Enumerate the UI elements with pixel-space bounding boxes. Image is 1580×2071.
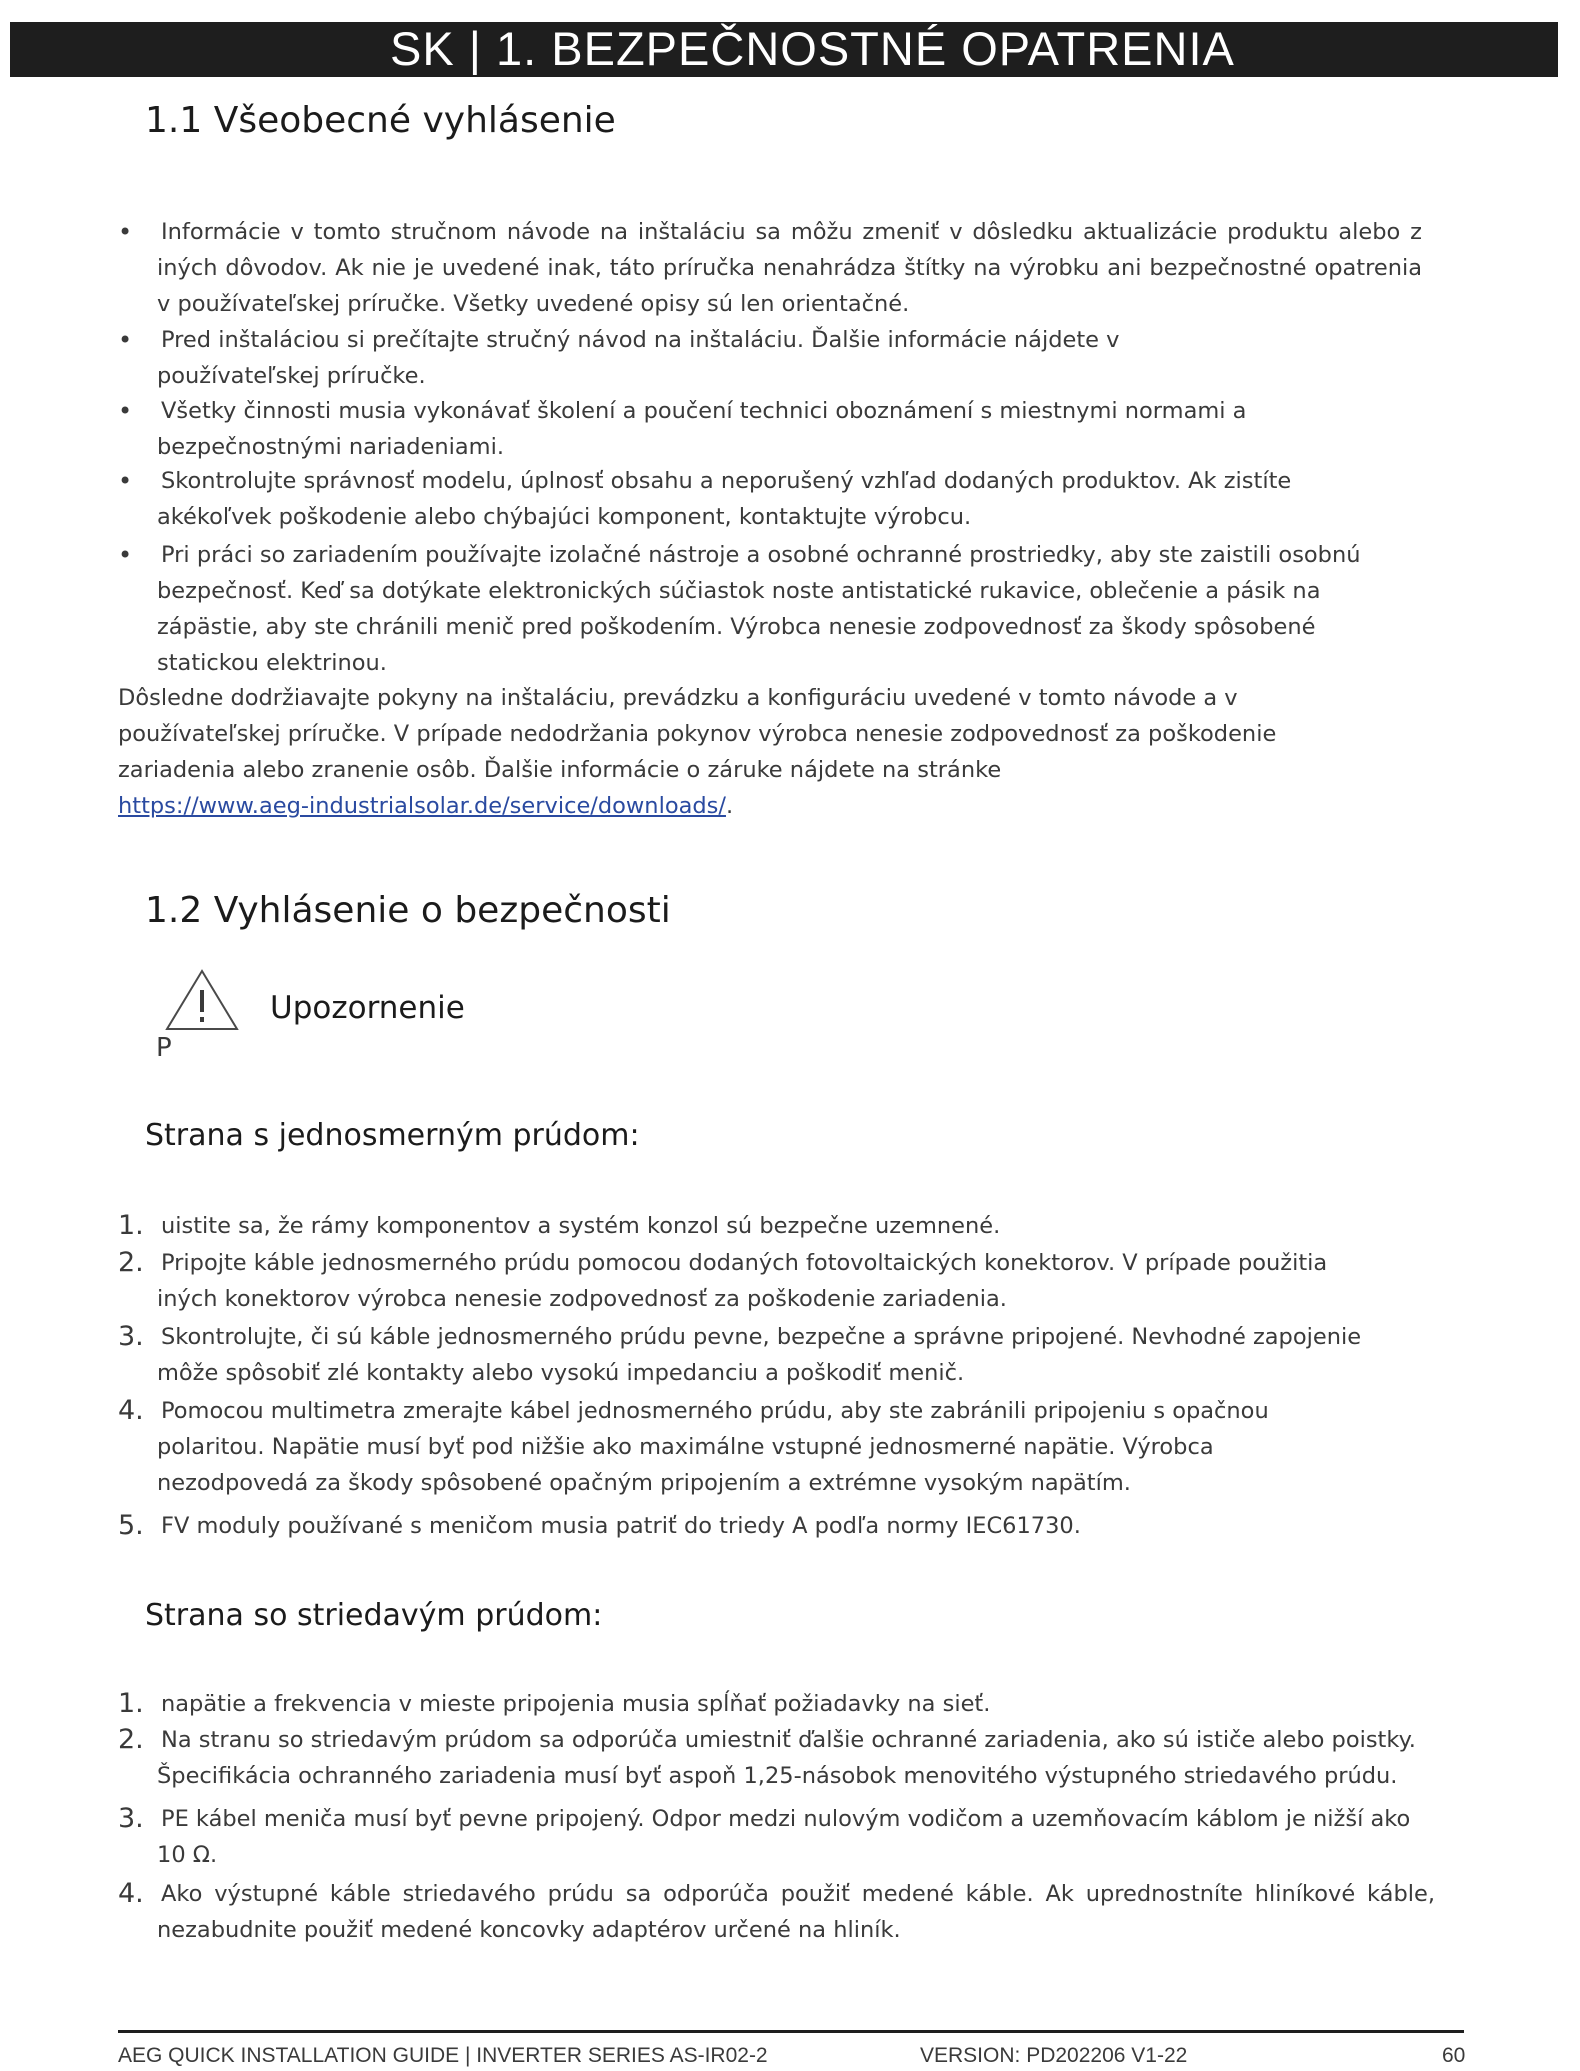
page-number: 60	[1442, 2044, 1466, 2067]
item-number: 3.	[118, 1803, 144, 1834]
item-number: 1.	[118, 1210, 144, 1241]
ac-heading: Strana so striedavým prúdom:	[145, 1598, 603, 1633]
bullet-marker: •	[118, 541, 133, 569]
list-item: Na stranu so striedavým prúdom sa odporúča umiestniť ďalšie ochranné zariadenia, ako sú ističe alebo poistky. Špecifikácia ochranného zariadenia musí byť aspoň 1,25-násobok menovitého výstupného striedavého prúdu.	[157, 1727, 1416, 1789]
section-heading-general: 1.1 Všeobecné vyhlásenie	[145, 100, 616, 141]
item-number: 2.	[118, 1247, 144, 1278]
list-item: Ako výstupné káble striedavého prúdu sa odporúča použiť medené káble. Ak uprednostníte hliníkové káble, nezabudnite použiť medené koncovky adaptérov určené na hliník.	[157, 1881, 1435, 1943]
list-item: Všetky činnosti musia vykonávať školení a poučení technici oboznámení s miestnymi normami a bezpečnostnými nariadeniami.	[157, 398, 1247, 460]
link-suffix: .	[725, 793, 734, 819]
list-item: Pripojte káble jednosmerného prúdu pomocou dodaných fotovoltaických konektorov. V prípade použitia iných konektorov výrobca nenesie zodpovednosť za poškodenie zariadenia.	[157, 1250, 1328, 1312]
list-item: Pred inštaláciou si prečítajte stručný návod na inštaláciu. Ďalšie informácie nájdete v používateľskej príručke.	[157, 327, 1120, 389]
warning-letter: P	[156, 1033, 172, 1063]
closing-paragraph	[118, 680, 1388, 824]
list-item: Pri práci so zariadením používajte izolačné nástroje a osobné ochranné prostriedky, aby ste zaistili osobnú bezpečnosť. Keď sa dotýkate elektronických súčiastok noste antistatické rukavice, oblečenie a pásik na zápästie, aby ste chránili menič pred poškodením. Výrobca nenesie zodpovednosť za škody spôsobené statickou elektrinou.	[157, 542, 1361, 676]
item-number: 4.	[118, 1395, 144, 1426]
list-item: napätie a frekvencia v mieste pripojenia musia spĺňať požiadavky na sieť.	[161, 1691, 991, 1717]
item-number: 5.	[118, 1510, 144, 1541]
section-heading-safety: 1.2 Vyhlásenie o bezpečnosti	[145, 890, 671, 931]
footer-rule	[118, 2030, 1464, 2033]
footer-version: VERSION: PD202206 V1-22	[920, 2044, 1188, 2067]
footer-guide-title: AEG QUICK INSTALLATION GUIDE | INVERTER SERIES AS-IR02-2	[118, 2044, 768, 2067]
page-title: SK | 1. BEZPEČNOSTNÉ OPATRENIA	[390, 22, 1235, 75]
closing-text: Dôsledne dodržiavajte pokyny na inštaláciu, prevádzku a konfiguráciu uvedené v tomto návode a v používateľskej príručke. V prípade nedodržania pokynov výrobca nenesie zodpovednosť za poškodenie zariadenia alebo zranenie osôb. Ďalšie informácie o záruke nájdete na stránke	[118, 685, 1277, 783]
bullet-marker: •	[118, 218, 133, 246]
warning-label: Upozornenie	[270, 990, 465, 1026]
item-number: 3.	[118, 1321, 144, 1352]
item-number: 1.	[118, 1688, 144, 1719]
list-item: Pomocou multimetra zmerajte kábel jednosmerného prúdu, aby ste zabránili pripojeniu s opačnou polaritou. Napätie musí byť pod nižšie ako maximálne vstupné jednosmerné napätie. Výrobca nezodpovedá za škody spôsobené opačným pripojením a extrémne vysokým napätím.	[157, 1398, 1269, 1496]
list-item: uistite sa, že rámy komponentov a systém konzol sú bezpečne uzemnené.	[161, 1213, 1001, 1239]
bullet-marker: •	[118, 397, 133, 425]
dc-heading: Strana s jednosmerným prúdom:	[145, 1118, 640, 1153]
warning-icon	[164, 968, 240, 1032]
item-number: 2.	[118, 1724, 144, 1755]
list-item: Skontrolujte správnosť modelu, úplnosť obsahu a neporušený vzhľad dodaných produktov. Ak zistíte akékoľvek poškodenie alebo chýbajúci komponent, kontaktujte výrobcu.	[157, 468, 1292, 530]
bullet-marker: •	[118, 326, 133, 354]
item-number: 4.	[118, 1878, 144, 1909]
list-item: PE kábel meniča musí byť pevne pripojený. Odpor medzi nulovým vodičom a uzemňovacím káblom je nižší ako 10 Ω.	[157, 1806, 1411, 1868]
list-item: Skontrolujte, či sú káble jednosmerného prúdu pevne, bezpečne a správne pripojené. Nevhodné zapojenie môže spôsobiť zlé kontakty alebo vysokú impedanciu a poškodiť menič.	[157, 1324, 1362, 1386]
list-item: FV moduly používané s meničom musia patriť do triedy A podľa normy IEC61730.	[161, 1513, 1081, 1539]
bullet-marker: •	[118, 467, 133, 495]
downloads-link[interactable]: https://www.aeg-industrialsolar.de/service/downloads/	[118, 793, 726, 819]
list-item: Informácie v tomto stručnom návode na inštaláciu sa môžu zmeniť v dôsledku aktualizácie produktu alebo z iných dôvodov. Ak nie je uvedené inak, táto príručka nenahrádza štítky na výrobku ani bezpečnostné opatrenia v používateľskej príručke. Všetky uvedené opisy sú len orientačné.	[157, 219, 1422, 317]
